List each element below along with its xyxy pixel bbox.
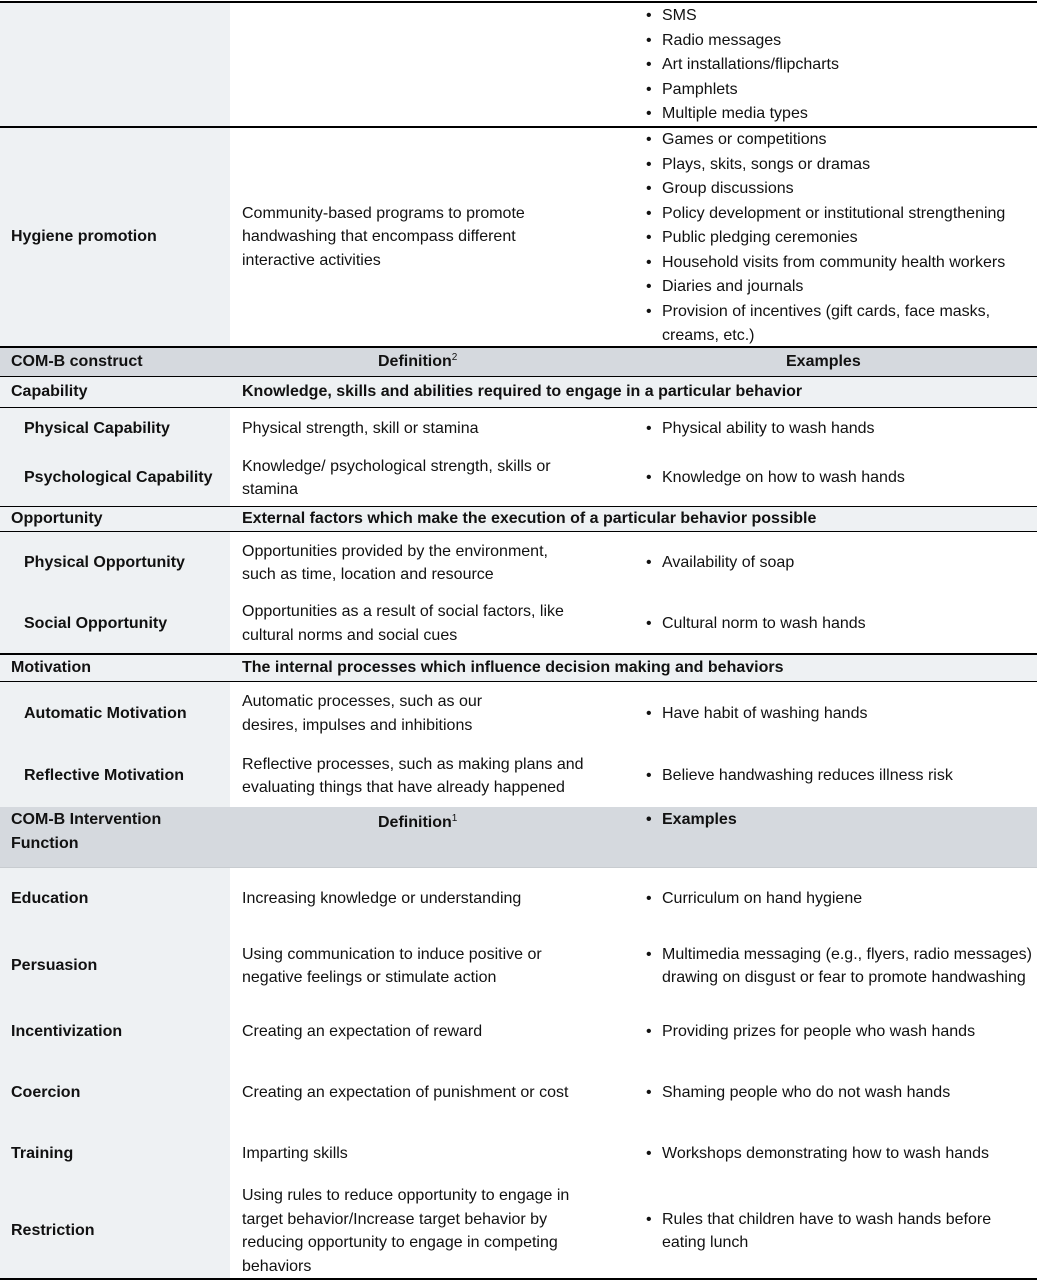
physical-opportunity-definition: Opportunities provided by the environment, such as time, location and resource	[242, 542, 548, 583]
channels-examples-cell	[630, 3, 1037, 126]
social-opportunity-row	[0, 594, 1037, 653]
automatic-motivation-row	[0, 682, 1037, 745]
hygiene-promotion-row	[0, 128, 1037, 346]
physical-opportunity-definition-cell	[230, 532, 630, 594]
training-name-cell	[0, 1123, 230, 1184]
reflective-motivation-example: • Believe handwashing reduces illness risk	[644, 764, 953, 788]
physical-capability-row	[0, 408, 1037, 450]
reflective-motivation-example-cell	[630, 745, 1037, 807]
motivation-category-row	[0, 655, 1037, 681]
header-function-cell	[0, 807, 200, 867]
persuasion-name: Persuasion	[11, 957, 98, 974]
incentivization-name-cell	[0, 1002, 230, 1062]
coercion-name-cell	[0, 1062, 230, 1123]
header-examples-cell	[630, 807, 1037, 867]
psychological-capability-name: Psychological Capability	[24, 469, 213, 486]
channels-definition-cell	[230, 3, 630, 126]
physical-opportunity-example: • Availability of soap	[644, 551, 794, 575]
hygiene-examples-cell	[630, 128, 1037, 346]
social-opportunity-example: • Cultural norm to wash hands	[644, 612, 866, 636]
list-item: • Household visits from community health workers	[644, 251, 1014, 276]
restriction-definition-cell	[230, 1184, 630, 1278]
header-function: COM-B Intervention Function	[11, 811, 162, 852]
persuasion-name-cell	[0, 930, 230, 1002]
header-construct-cell	[0, 348, 230, 376]
channels-name-cell	[0, 3, 230, 126]
header-definition-cell	[230, 348, 630, 376]
social-opportunity-definition-cell	[230, 594, 630, 653]
footnote-marker: 1	[451, 813, 458, 824]
persuasion-definition: Using communication to induce positive or negative feelings or stimulate action	[242, 945, 542, 986]
training-row	[0, 1123, 1037, 1184]
list-item: • Group discussions	[644, 177, 1014, 202]
physical-opportunity-row	[0, 532, 1037, 594]
automatic-motivation-definition: Automatic processes, such as our desires, impulses and inhibitions	[242, 693, 483, 734]
list-item: • Provision of incentives (gift cards, face masks, creams, etc.)	[644, 300, 1014, 349]
psychological-capability-row	[0, 450, 1037, 506]
restriction-definition: Using rules to reduce opportunity to engage in target behavior/Increase target behavior by reducing opportunity to engage in competing behaviors	[242, 1187, 570, 1275]
list-item: • Policy development or institutional strengthening	[644, 202, 1014, 227]
automatic-motivation-definition-cell	[230, 682, 630, 745]
physical-capability-example: • Physical ability to wash hands	[644, 417, 875, 441]
physical-opportunity-example-cell	[630, 532, 1037, 594]
incentivization-row	[0, 1002, 1037, 1062]
physical-capability-definition: Physical strength, skill or stamina	[242, 420, 479, 438]
reflective-motivation-name-cell	[0, 745, 230, 807]
header-construct: COM-B construct	[11, 353, 143, 370]
psychological-capability-example-cell	[630, 450, 1037, 506]
physical-capability-definition-cell	[230, 408, 630, 450]
list-item: • SMS	[644, 4, 1037, 29]
list-item: • Multiple media types	[644, 102, 1037, 127]
incentivization-name: Incentivization	[11, 1023, 123, 1040]
incentivization-definition: Creating an expectation of reward	[242, 1023, 483, 1041]
physical-opportunity-name: Physical Opportunity	[24, 554, 185, 571]
footnote-marker: 2	[451, 352, 458, 363]
list-item: • Pamphlets	[644, 78, 1037, 103]
reflective-motivation-row	[0, 745, 1037, 807]
intervention-function-header	[0, 807, 1037, 867]
opportunity-definition: External factors which make the execution of a particular behavior possible	[242, 510, 817, 527]
opportunity-name-cell	[0, 507, 230, 531]
social-opportunity-name-cell	[0, 594, 230, 653]
restriction-example-cell	[630, 1184, 1037, 1278]
education-row	[0, 868, 1037, 930]
automatic-motivation-name-cell	[0, 682, 230, 745]
coercion-name: Coercion	[11, 1083, 81, 1101]
social-opportunity-definition: Opportunities as a result of social factors, like cultural norms and social cues	[242, 603, 564, 644]
psychological-capability-definition: Knowledge/ psychological strength, skills or stamina	[242, 457, 551, 498]
coercion-definition-cell	[230, 1062, 630, 1123]
list-item: • Public pledging ceremonies	[644, 226, 1014, 251]
incentivization-example: • Providing prizes for people who wash hands	[644, 1020, 975, 1044]
persuasion-row	[0, 930, 1037, 1002]
education-example-cell	[630, 868, 1037, 930]
physical-capability-name: Physical Capability	[24, 420, 170, 437]
hygiene-definition-cell	[230, 128, 630, 346]
training-example-cell	[630, 1123, 1037, 1184]
hygiene-name: Hygiene promotion	[11, 228, 157, 245]
coercion-example-cell	[630, 1062, 1037, 1123]
incentivization-definition-cell	[230, 1002, 630, 1062]
list-item: • Art installations/flipcharts	[644, 53, 1037, 78]
education-example: • Curriculum on hand hygiene	[644, 887, 862, 911]
header-definition: Definition	[378, 814, 452, 831]
reflective-motivation-definition: Reflective processes, such as making plans and evaluating things that have already happened	[242, 755, 584, 796]
reflective-motivation-definition-cell	[230, 745, 630, 807]
training-definition-cell	[230, 1123, 630, 1184]
persuasion-example: • Multimedia messaging (e.g., flyers, radio messages) drawing on disgust or fear to promote handwashing	[644, 943, 1032, 990]
psychological-capability-example: • Knowledge on how to wash hands	[644, 466, 905, 490]
header-definition: Definition	[378, 353, 452, 370]
training-name: Training	[11, 1144, 74, 1162]
comb-construct-header	[0, 348, 1037, 376]
capability-definition: Knowledge, skills and abilities required to engage in a particular behavior	[242, 383, 803, 400]
hygiene-examples-list	[644, 128, 1014, 349]
education-name: Education	[11, 890, 89, 907]
automatic-motivation-example: • Have habit of washing hands	[644, 702, 867, 726]
social-opportunity-name: Social Opportunity	[24, 614, 168, 632]
opportunity-name: Opportunity	[11, 510, 103, 527]
channels-row	[0, 3, 1037, 126]
restriction-example: • Rules that children have to wash hands before eating lunch	[644, 1208, 1012, 1255]
restriction-name: Restriction	[11, 1222, 95, 1239]
motivation-definition: The internal processes which influence decision making and behaviors	[242, 659, 784, 676]
header-examples-cell	[630, 348, 1037, 376]
automatic-motivation-name: Automatic Motivation	[24, 704, 187, 722]
header-examples: Examples	[786, 353, 861, 370]
physical-capability-example-cell	[630, 408, 1037, 450]
capability-category-row	[0, 377, 1037, 407]
header-examples: • Examples	[644, 808, 1037, 832]
list-item: • Games or competitions	[644, 128, 1014, 153]
training-definition: Imparting skills	[242, 1144, 348, 1162]
restriction-name-cell	[0, 1184, 230, 1278]
hygiene-name-cell	[0, 128, 230, 346]
capability-name: Capability	[11, 383, 88, 400]
list-item: • Plays, skits, songs or dramas	[644, 153, 1014, 178]
persuasion-definition-cell	[230, 930, 630, 1002]
persuasion-example-cell	[630, 930, 1037, 1002]
list-item: • Radio messages	[644, 29, 1037, 54]
psychological-capability-definition-cell	[230, 450, 630, 506]
physical-capability-name-cell	[0, 408, 230, 450]
motivation-name-cell	[0, 655, 230, 681]
automatic-motivation-example-cell	[630, 682, 1037, 745]
hygiene-definition: Community-based programs to promote handwashing that encompass different interactive activities	[242, 204, 525, 269]
channels-examples-list	[644, 4, 1037, 127]
education-definition: Increasing knowledge or understanding	[242, 890, 522, 908]
education-definition-cell	[230, 868, 630, 930]
coercion-row	[0, 1062, 1037, 1123]
reflective-motivation-name: Reflective Motivation	[24, 767, 185, 784]
coercion-definition: Creating an expectation of punishment or cost	[242, 1083, 569, 1101]
header-definition-cell	[230, 807, 630, 867]
motivation-name: Motivation	[11, 659, 91, 676]
capability-name-cell	[0, 377, 230, 407]
psychological-capability-name-cell	[0, 450, 230, 506]
opportunity-category-row	[0, 507, 1037, 531]
education-name-cell	[0, 868, 230, 930]
coercion-example: • Shaming people who do not wash hands	[644, 1081, 950, 1105]
incentivization-example-cell	[630, 1002, 1037, 1062]
physical-opportunity-name-cell	[0, 532, 230, 594]
list-item: • Diaries and journals	[644, 275, 1014, 300]
training-example: • Workshops demonstrating how to wash hands	[644, 1142, 989, 1166]
restriction-row	[0, 1184, 1037, 1278]
social-opportunity-example-cell	[630, 594, 1037, 653]
